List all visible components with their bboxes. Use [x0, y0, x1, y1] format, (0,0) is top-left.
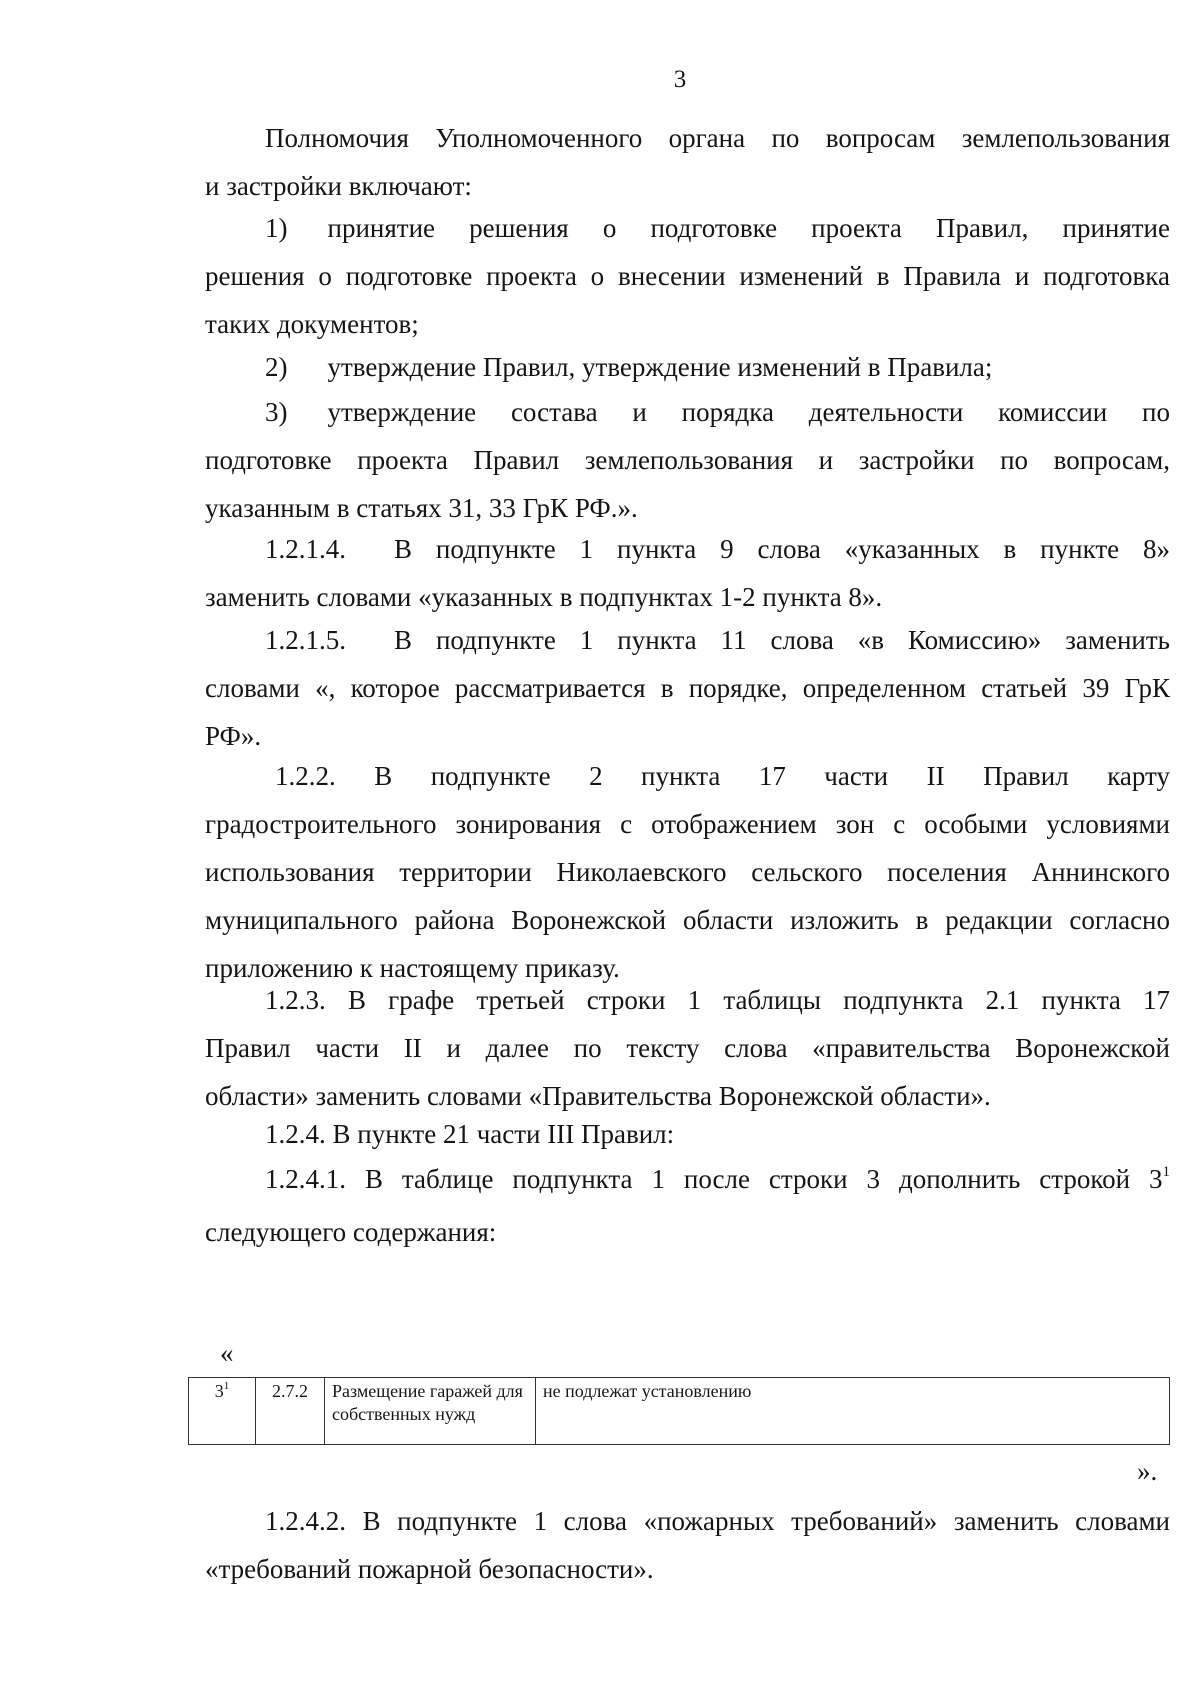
text-line: использования территории Николаевского сельского поселения Аннинского — [205, 857, 1170, 887]
paragraph-1-2-4-2 — [205, 1497, 1170, 1593]
paragraph-1-2-4 — [205, 1110, 1170, 1158]
row-number: 3 — [214, 1381, 224, 1401]
text-line: «требований пожарной безопасности». — [205, 1554, 654, 1584]
opening-quote: « — [220, 1338, 234, 1368]
text-line: муниципального района Воронежской области изложить в редакции согласно — [205, 905, 1170, 935]
paragraph-1-2-1-4 — [205, 525, 1170, 621]
text-line — [205, 525, 1170, 573]
value-cell: не подлежат установлению — [536, 1378, 1170, 1445]
list-item-1 — [205, 204, 1170, 348]
text-line: РФ». — [205, 721, 262, 751]
text-line: приложению к настоящему приказу. — [205, 953, 620, 983]
paragraph-1-2-4-1 — [205, 1155, 1170, 1256]
page-number: 3 — [673, 66, 687, 93]
text-line: подготовке проекта Правил землепользования и застройки по вопросам, — [205, 445, 1170, 475]
text-line — [205, 616, 1170, 664]
text-line — [205, 1155, 1170, 1208]
text-line: и застройки включают: — [205, 171, 472, 201]
list-number: 1) — [265, 213, 288, 243]
text-fragment: принятие решения о подготовке проекта Правил, принятие — [327, 213, 1170, 243]
superscript: 1 — [1162, 1164, 1170, 1180]
row-number-superscript: 1 — [223, 1380, 230, 1392]
text-line: следующего содержания: — [205, 1217, 497, 1247]
inserted-table — [188, 1377, 1170, 1445]
text-line: Правил части II и далее по тексту слова «правительства Воронежской — [205, 1033, 1170, 1063]
list-number: 2) — [265, 352, 288, 382]
text-line: 1.2.3. В графе третьей строки 1 таблицы подпункта 2.1 пункта 17 — [265, 985, 1170, 1015]
text-line: указанным в статьях 31, 33 ГрК РФ.». — [205, 493, 638, 523]
text-line — [205, 343, 1170, 391]
text-line: области» заменить словами «Правительства Воронежской области». — [205, 1081, 991, 1111]
text-line: 1.2.4. В пункте 21 части III Правил: — [265, 1119, 675, 1149]
text-line — [205, 388, 1170, 436]
paragraph-1-2-2 — [205, 752, 1170, 992]
row-number-cell — [189, 1378, 256, 1445]
closing-quote: ». — [1137, 1456, 1158, 1486]
paragraph-1-2-1-5 — [205, 616, 1170, 760]
list-number: 3) — [265, 397, 288, 427]
name-cell: Размещение гаражей для собственных нужд — [325, 1378, 536, 1445]
text-fragment: утверждение состава и порядка деятельности комиссии по — [327, 397, 1170, 427]
table-row — [189, 1378, 1170, 1445]
code-cell: 2.7.2 — [256, 1378, 325, 1445]
text-line: Полномочия Уполномоченного органа по вопросам землепользования — [265, 123, 1170, 153]
text-line: заменить словами «указанных в подпунктах 1-2 пункта 8». — [205, 582, 883, 612]
text-fragment: 1.2.4.1. В таблице подпункта 1 после строки 3 дополнить строкой 3 — [265, 1164, 1163, 1194]
text-line: 1.2.2. В подпункте 2 пункта 17 части II Правил карту — [275, 761, 1170, 791]
text-line: словами «, которое рассматривается в порядке, определенном статьей 39 ГрК — [205, 673, 1170, 703]
text-line: решения о подготовке проекта о внесении изменений в Правила и подготовка — [205, 261, 1170, 291]
text-line — [205, 204, 1170, 252]
text-line: таких документов; — [205, 309, 419, 339]
paragraph-1-2-3 — [205, 976, 1170, 1120]
list-item-3 — [205, 388, 1170, 532]
text-fragment: В подпункте 1 пункта 9 слова «указанных в пункте 8» — [394, 534, 1170, 564]
text-line: 1.2.4.2. В подпункте 1 слова «пожарных требований» заменить словами — [265, 1506, 1170, 1536]
text-fragment: В подпункте 1 пункта 11 слова «в Комиссию» заменить — [394, 625, 1170, 655]
text-fragment: утверждение Правил, утверждение изменений в Правила; — [327, 352, 993, 382]
text-line: градостроительного зонирования с отображением зон с особыми условиями — [205, 809, 1170, 839]
clause-number: 1.2.1.4. — [265, 534, 346, 564]
clause-number: 1.2.1.5. — [265, 625, 346, 655]
paragraph-powers-intro — [205, 114, 1170, 210]
list-item-2 — [205, 343, 1170, 391]
